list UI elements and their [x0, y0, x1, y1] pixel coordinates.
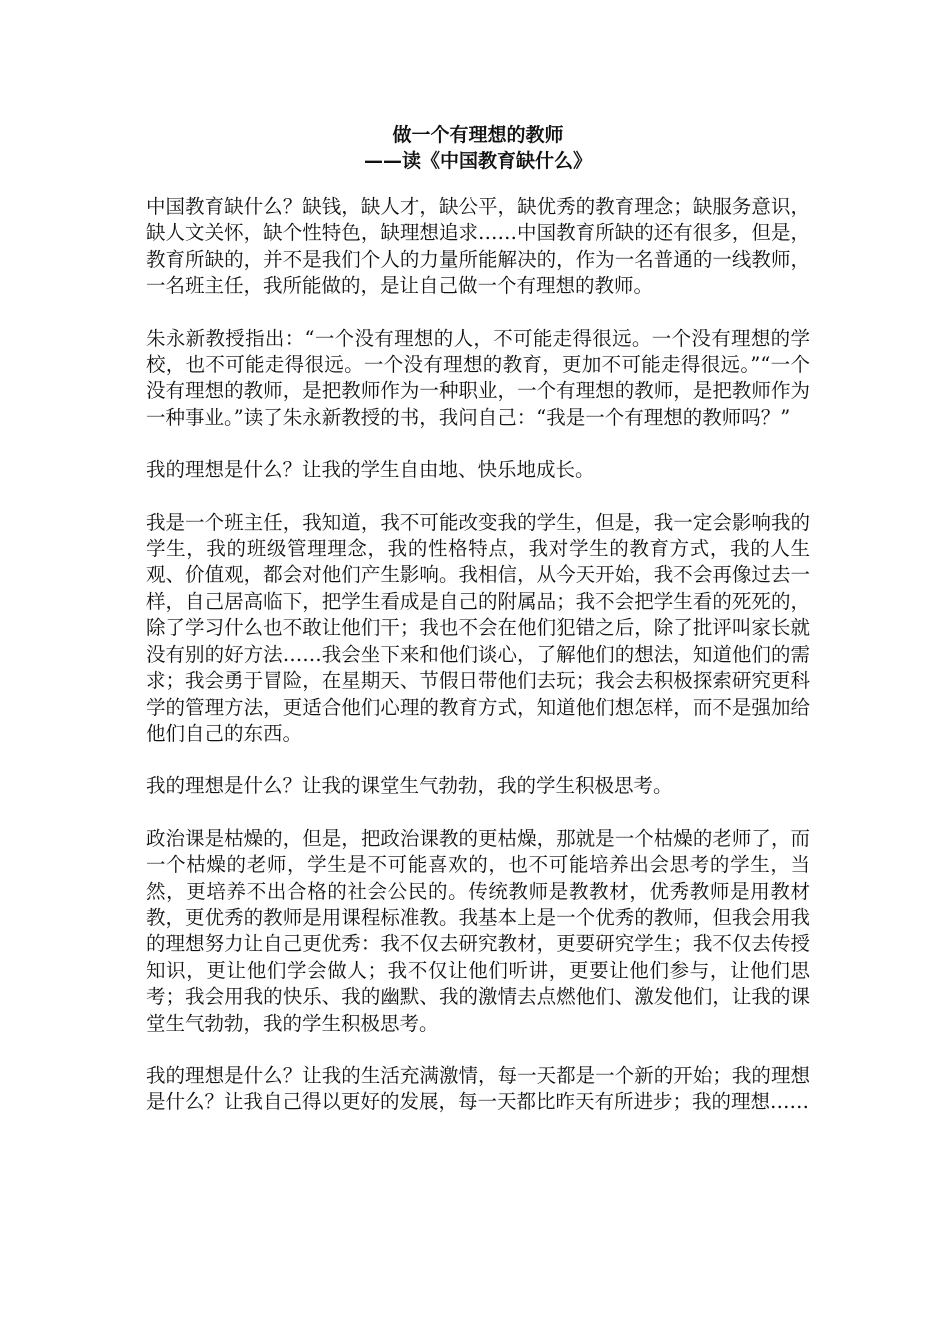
paragraph-4: 我是一个班主任，我知道，我不可能改变我的学生，但是，我一定会影响我的学生，我的班级管理理念，我的性格特点，我对学生的教育方式，我的人生观、价值观，都会对他们产生影响。我相信，从今天开始，我不会再像过去一样，自己居高临下，把学生看成是自己的附属品；我不会把学生看的死死的，除了学习什么也不敢让他们干；我也不会在他们犯错之后，除了批评叫家长就没有别的好方法……我会坐下来和他们谈心，了解他们的想法，知道他们的需求；我会勇于冒险，在星期天、节假日带他们去玩；我会去积极探索研究更科学的管理方法，更适合他们心理的教育方式，知道他们想怎样，而不是强加给他们自己的东西。 — [146, 510, 810, 745]
document-title: 做一个有理想的教师 — [392, 124, 564, 146]
title-block — [146, 122, 810, 174]
paragraph-3: 我的理想是什么？让我的学生自由地、快乐地成长。 — [146, 458, 595, 482]
paragraph-1: 中国教育缺什么？缺钱，缺人才，缺公平，缺优秀的教育理念；缺服务意识，缺人文关怀，缺个性特色，缺理想追求……中国教育所缺的还有很多，但是，教育所缺的，并不是我们个人的力量所能解决的，作为一名普通的一线教师，一名班主任，我所能做的，是让自己做一个有理想的教师。 — [146, 195, 810, 298]
paragraph-6: 政治课是枯燥的，但是，把政治课教的更枯燥，那就是一个枯燥的老师了，而一个枯燥的老师，学生是不可能喜欢的，也不可能培养出会思考的学生，当然，更培养不出合格的社会公民的。传统教师是教教材，优秀教师是用教材教，更优秀的教师是用课程标准教。我基本上是一个优秀的教师，但我会用我的理想努力让自己更优秀：我不仅去研究教材，更要研究学生；我不仅去传授知识，更让他们学会做人；我不仅让他们听讲，更要让他们参与，让他们思考；我会用我的快乐、我的幽默、我的激情去点燃他们、激发他们，让我的课堂生气勃勃，我的学生积极思考。 — [146, 826, 810, 1035]
paragraph-5: 我的理想是什么？让我的课堂生气勃勃，我的学生积极思考。 — [146, 774, 673, 798]
document-subtitle: ——读《中国教育缺什么》 — [363, 150, 592, 172]
paragraph-2: 朱永新教授指出：“一个没有理想的人，不可能走得很远。一个没有理想的学校，也不可能走得很远。一个没有理想的教育，更加不可能走得很远。”“一个没有理想的教师，是把教师作为一种职业，一个有理想的教师，是把教师作为一种事业。”读了朱永新教授的书，我问自己：“我是一个有理想的教师吗？” — [146, 326, 810, 429]
paragraph-7: 我的理想是什么？让我的生活充满激情，每一天都是一个新的开始；我的理想是什么？让我自己得以更好的发展，每一天都比昨天有所进步；我的理想…… — [146, 1063, 810, 1114]
document-body — [146, 122, 810, 1142]
